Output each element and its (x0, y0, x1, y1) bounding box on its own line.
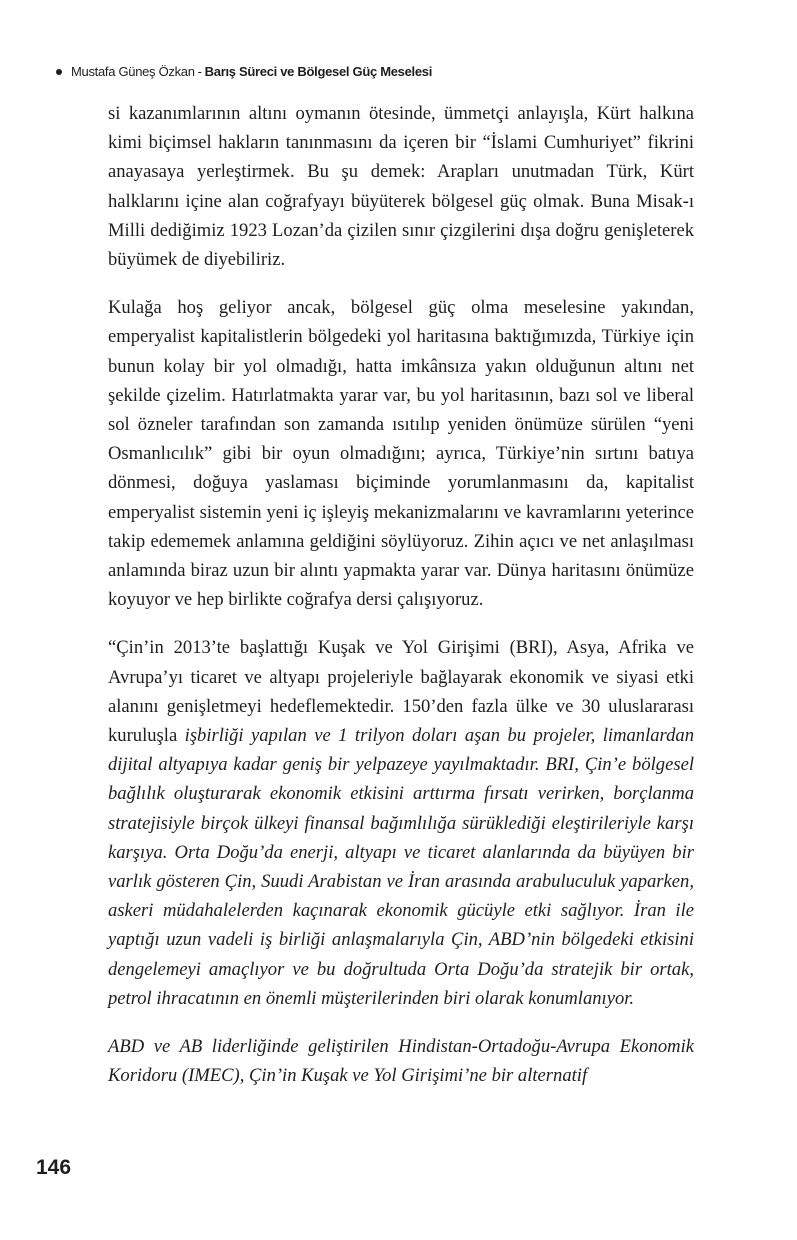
quote-paragraph (108, 633, 694, 1013)
paragraph-last: ABD ve AB liderliğinde geliştirilen Hindistan-Ortadoğu-Avrupa Ekonomik Koridoru (IMEC), Çin’in Kuşak ve Yol Girişimi’ne bir alternatif (108, 1036, 694, 1087)
running-header (56, 64, 432, 79)
page-number: 146 (36, 1156, 72, 1179)
body-text (108, 99, 694, 1110)
header-author: Mustafa Güneş Özkan (71, 64, 195, 79)
paragraph-1: si kazanımlarının altını oymanın ötesinde, ümmetçi anlayışla, Kürt halkına kimi biçimsel hakların tanınmasını da içeren bir “İslami Cumhuriyet” fikrini anayasaya yerleştirmek. Bu şu demek: Arapları unutmadan Türk, Kürt halklarını içine alan coğrafyayı büyüterek bölgesel güç olmak. Buna Misak-ı Milli dediğimiz 1923 Lozan’da çizilen sınır çizgilerini dışa doğru genişleterek büyümek de diyebiliriz. (108, 103, 694, 271)
bullet-icon (56, 69, 62, 75)
header-separator: - (197, 64, 202, 79)
quote-italic-text: işbirliği yapılan ve 1 trilyon doları aşan bu projeler, limanlardan dijital altyapıya kadar geniş bir yelpazeye yayılmaktadır. BRI, Çin’e bölgesel bağlılık oluşturarak ekonomik etkisini arttırma fırsatı verirken, borçlanma stratejisiyle birçok ülkeyi finansal bağımlılığa sürüklediği eleştirileriyle karşı karşıya. Orta Doğu’da enerji, altyapı ve ticaret alanlarında da büyüyen bir varlık gösteren Çin, Suudi Arabistan ve İran arasında arabuluculuk yaparken, askeri müdahalelerden kaçınarak ekonomik gücüyle etki sağlıyor. İran ile yaptığı uzun vadeli iş birliği anlaşmalarıyla Çin, ABD’nin bölgedeki etkisini dengelemeyi amaçlıyor ve bu doğrultuda Orta Doğu’da stratejik bir ortak, petrol ihracatının en önemli müşterilerinden biri olarak konumlanıyor. (108, 725, 694, 1009)
header-title: Barış Süreci ve Bölgesel Güç Meselesi (204, 64, 433, 79)
paragraph-2: Kulağa hoş geliyor ancak, bölgesel güç olma meselesine yakından, emperyalist kapitalistlerin bölgedeki yol haritasına baktığımızda, Türkiye için bunun kolay bir yol olmadığı, hatta imkânsıza yakın olduğunun altını net şekilde çizelim. Hatırlatmakta yarar var, bu yol haritasının, bazı sol ve liberal sol özneler tarafından son zamanda ısıtılıp yeniden önümüze sürülen “yeni Osmanlıcılık” gibi bir oyun olmadığını; ayrıca, Türkiye’nin sırtını batıya dönmesi, doğuya yaslaması biçiminde yorumlanmasını da, kapitalist emperyalist sistemin yeni iç işleyiş mekanizmalarını ve kavramlarını yeterince takip edememek anlamına geldiğini söylüyoruz. Zihin açıcı ve net anlaşılması anlamında biraz uzun bir alıntı yapmakta yarar var. Dünya haritasını önümüze koyuyor ve hep birlikte coğrafya dersi çalışıyoruz. (108, 297, 694, 611)
quote-normal-text: “Çin’in 2013’te başlattığı Kuşak ve Yol Girişimi (BRI), Asya, Afrika ve Avrupa’yı ticaret ve altyapı projeleriyle bağlayarak ekonomik ve siyasi etki alanını genişletmeyi hedeflemektedir. 150’den fazla ülke ve 30 uluslararası kuruluşla (108, 637, 694, 747)
